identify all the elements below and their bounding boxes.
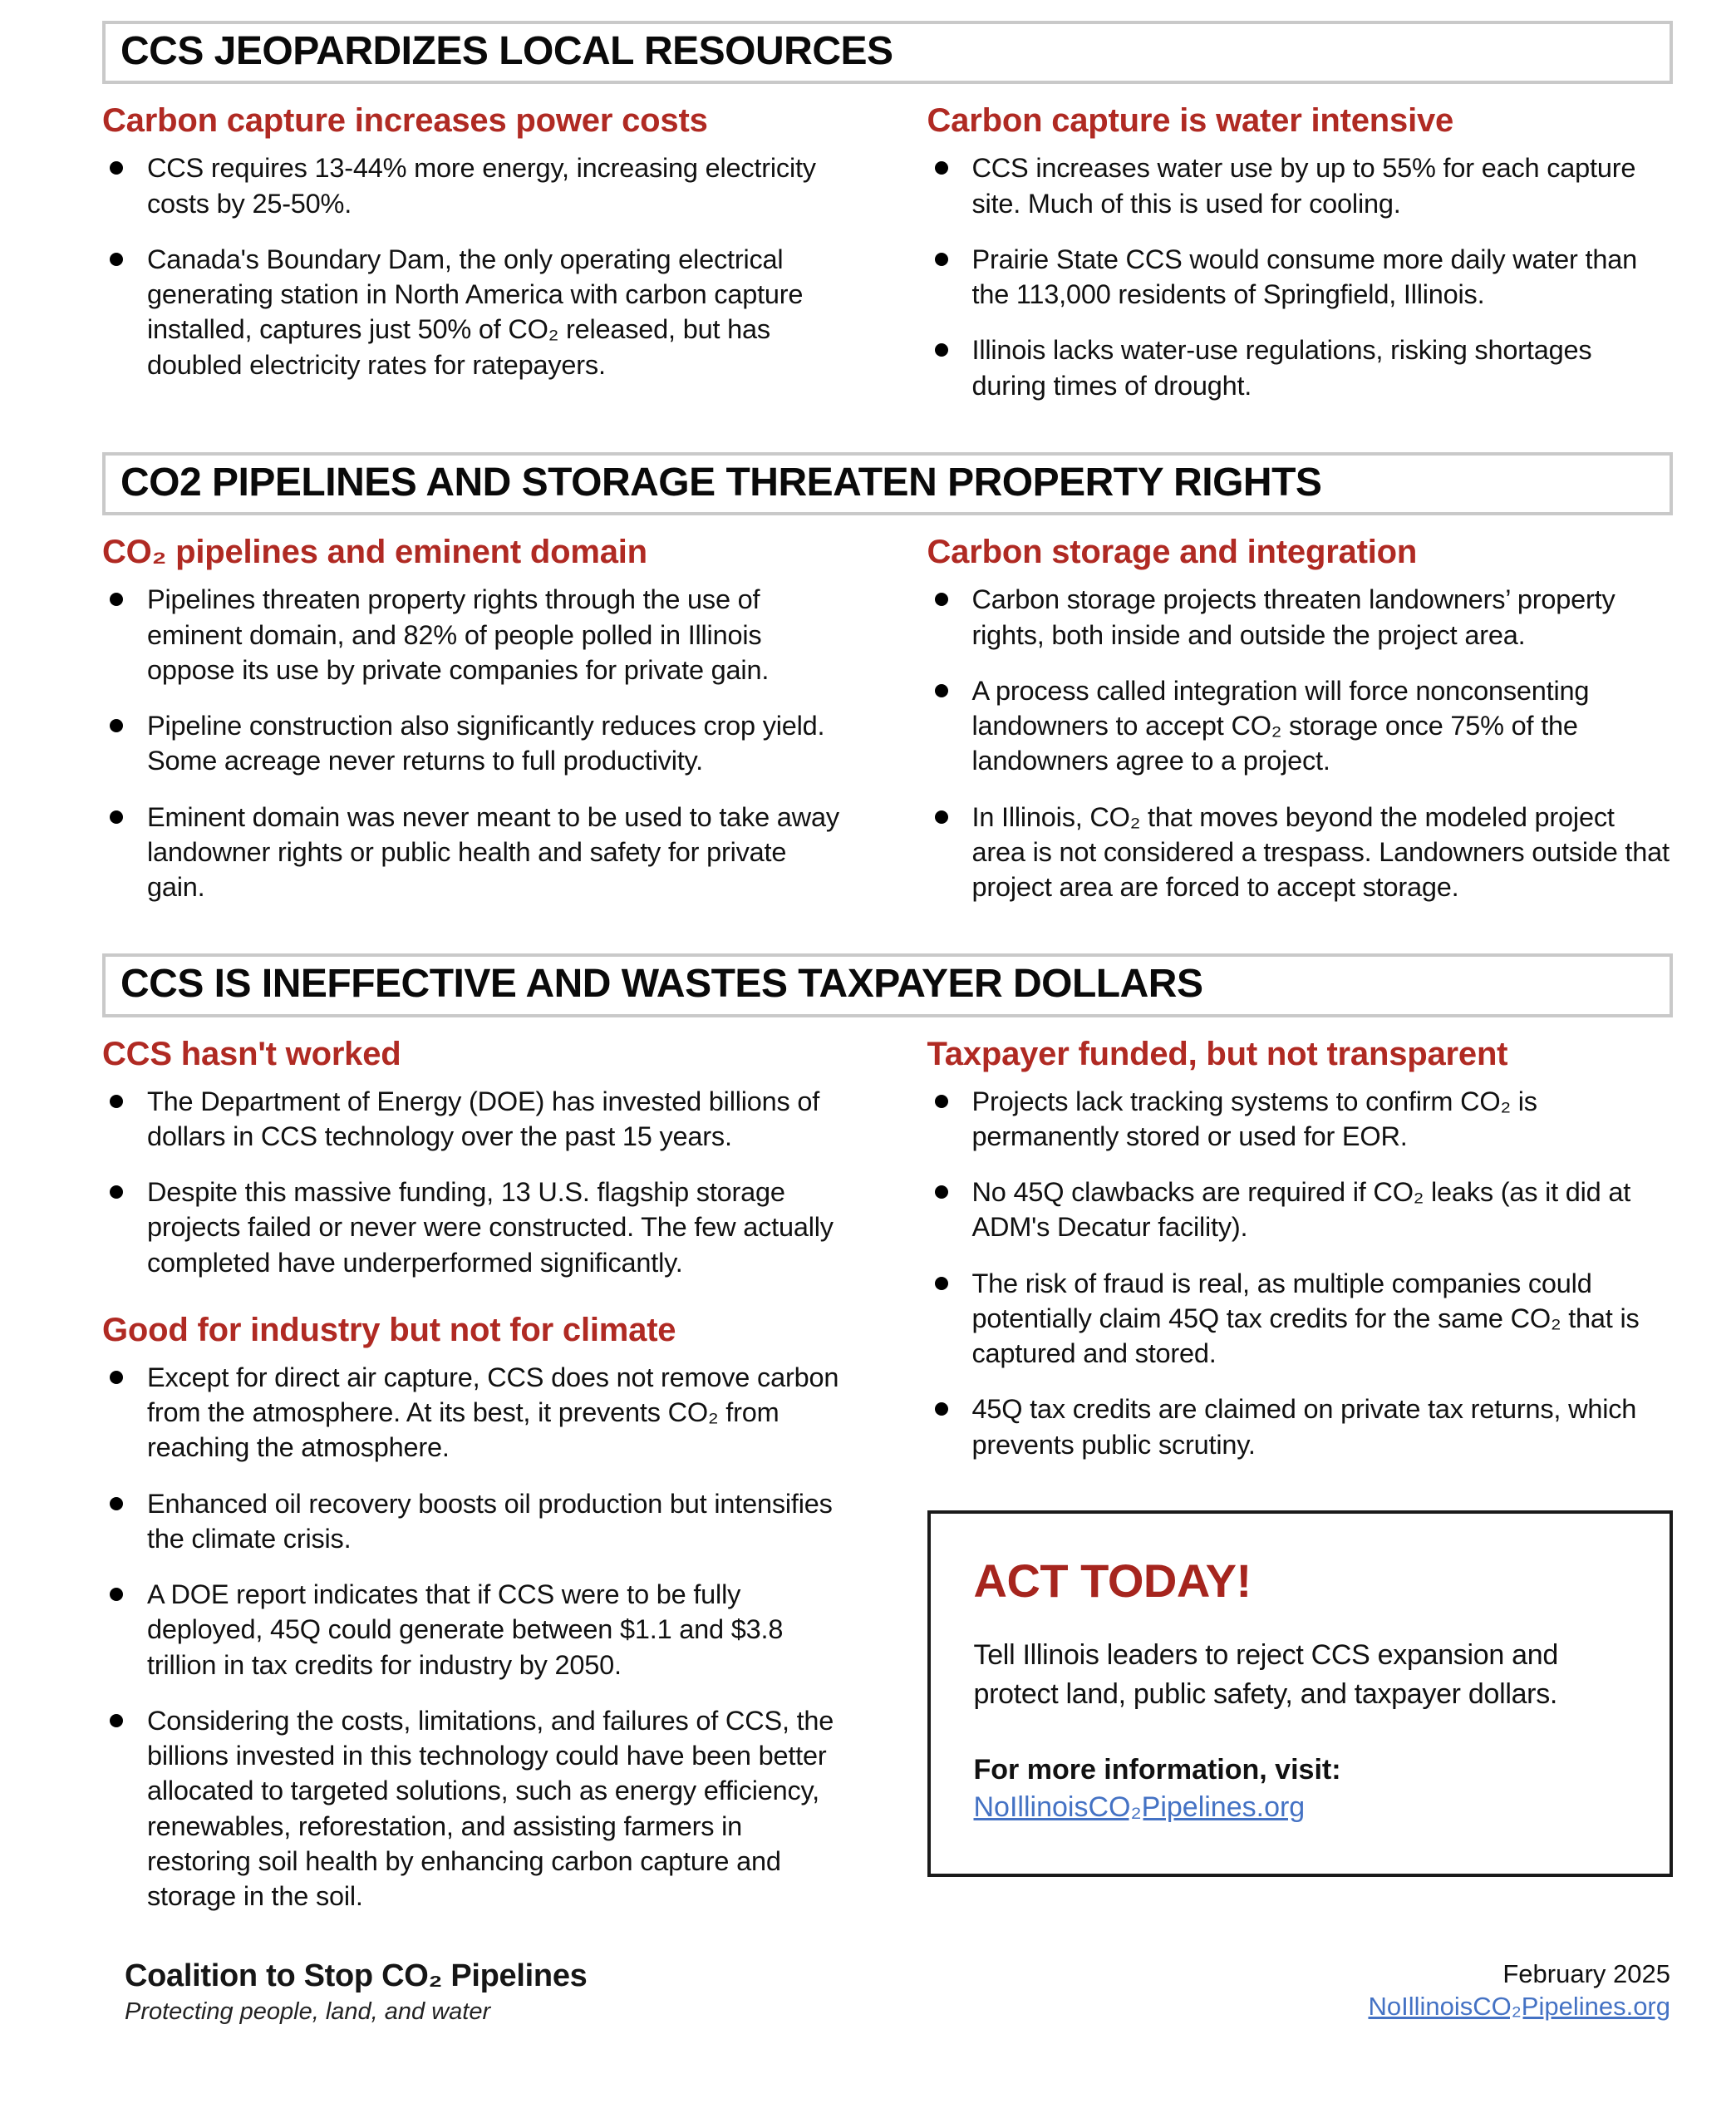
bullet-item: Eminent domain was never meant to be used to take away landowner rights or public health and safety for private gain. [102,800,848,905]
bullet-item: Canada's Boundary Dam, the only operating electrical generating station in North America with carbon capture installed, captures just 50% of CO₂ released, but has doubled electricity rates for ratepayers. [102,242,848,382]
act-today-box [927,1510,1674,1877]
topic-block [102,102,848,382]
bullet-list [102,1084,848,1280]
bullet-item: CCS increases water use by up to 55% for each capture site. Much of this is used for cooling. [927,150,1674,221]
section-columns [102,1036,1673,1935]
topic-block [927,1036,1674,1462]
section-columns [102,534,1673,925]
section-header: CO2 PIPELINES AND STORAGE THREATEN PROPERTY RIGHTS [120,460,1322,505]
bullet-item: Prairie State CCS would consume more daily water than the 113,000 residents of Springfield, Illinois. [927,242,1674,313]
column-heading: CCS hasn't worked [102,1035,401,1072]
column-heading: Carbon storage and integration [927,534,1418,571]
section-header: CCS JEOPARDIZES LOCAL RESOURCES [120,29,893,73]
bullet-list [927,150,1674,403]
column-right [927,534,1674,925]
footer-date: February 2025 [1502,1959,1670,1988]
footer-link[interactable]: NoIllinoisCO₂Pipelines.org [1368,1991,1670,2021]
section-columns [102,102,1673,424]
bullet-item: The risk of fraud is real, as multiple companies could potentially claim 45Q tax credits for the same CO₂ that is captured and stored. [927,1266,1674,1372]
column-heading: Carbon capture is water intensive [927,102,1454,140]
topic-block [927,534,1674,904]
bullet-list [927,1084,1674,1462]
section-header-box [102,21,1673,84]
bullet-item: Illinois lacks water-use regulations, risking shortages during times of drought. [927,332,1674,403]
topic-block [927,102,1674,403]
bullet-list [102,582,848,904]
section-taxpayer-dollars [102,953,1673,1934]
bullet-item: Enhanced oil recovery boosts oil production but intensifies the climate crisis. [102,1486,848,1557]
section-local-resources [102,21,1673,424]
bullet-item: A process called integration will force nonconsenting landowners to accept CO₂ storage once 75% of the landowners agree to a project. [927,673,1674,779]
bullet-list [102,150,848,382]
column-heading: Good for industry but not for climate [102,1311,676,1348]
bullet-item: CCS requires 13-44% more energy, increasing electricity costs by 25-50%. [102,150,848,221]
bullet-item: In Illinois, CO₂ that moves beyond the modeled project area is not considered a trespass. Landowners outside that project area are forced to accept storage. [927,800,1674,905]
org-name: Coalition to Stop CO₂ Pipelines [125,1958,588,1993]
column-left [102,534,848,925]
column-heading: CO₂ pipelines and eminent domain [102,534,647,571]
bullet-item: Projects lack tracking systems to confirm CO₂ is permanently stored or used for EOR. [927,1084,1674,1155]
bullet-item: 45Q tax credits are claimed on private tax returns, which prevents public scrutiny. [927,1392,1674,1462]
bullet-item: Carbon storage projects threaten landowners’ property rights, both inside and outside the project area. [927,582,1674,653]
bullet-item: The Department of Energy (DOE) has invested billions of dollars in CCS technology over the past 15 years. [102,1084,848,1155]
bullet-item: Considering the costs, limitations, and failures of CCS, the billions invested in this technology could have been better allocated to targeted solutions, such as energy efficiency, renewables, reforestation, and assisting farmers in restoring soil health by enhancing carbon capture and storage in the soil. [102,1703,848,1914]
act-today-link[interactable]: NoIllinoisCO₂Pipelines.org [973,1791,1306,1823]
column-heading: Carbon capture increases power costs [102,102,708,140]
act-today-title: ACT TODAY! [973,1554,1252,1607]
topic-block [102,1036,848,1280]
org-tagline: Protecting people, land, and water [125,1998,491,2025]
bullet-item: Pipelines threaten property rights through the use of eminent domain, and 82% of people polled in Illinois oppose its use by private companies for private gain. [102,582,848,687]
bullet-item: Despite this massive funding, 13 U.S. flagship storage projects failed or never were constructed. The few actually completed have underperformed significantly. [102,1175,848,1280]
bullet-item: No 45Q clawbacks are required if CO₂ leaks (as it did at ADM's Decatur facility). [927,1175,1674,1245]
bullet-item: Pipeline construction also significantly reduces crop yield. Some acreage never returns to full productivity. [102,708,848,779]
bullet-list [927,582,1674,904]
section-property-rights [102,452,1673,925]
footer [125,1958,1670,2026]
bullet-list [102,1360,848,1914]
bullet-item: Except for direct air capture, CCS does not remove carbon from the atmosphere. At its best, it prevents CO₂ from reaching the atmosphere. [102,1360,848,1465]
act-today-info-label: For more information, visit: [973,1753,1341,1786]
footer-brand [125,1958,588,2026]
section-header: CCS IS INEFFECTIVE AND WASTES TAXPAYER DOLLARS [120,962,1203,1007]
topic-block [102,1312,848,1914]
section-header-box [102,452,1673,515]
act-today-body: Tell Illinois leaders to reject CCS expansion and protect land, public safety, and taxpayer dollars. [973,1638,1558,1710]
column-heading: Taxpayer funded, but not transparent [927,1035,1508,1072]
footer-meta [1368,1958,1670,2023]
column-right [927,1036,1674,1877]
bullet-item: A DOE report indicates that if CCS were to be fully deployed, 45Q could generate between $1.1 and $3.8 trillion in tax credits for industry by 2050. [102,1577,848,1682]
column-left [102,1036,848,1935]
topic-block [102,534,848,904]
column-left [102,102,848,403]
column-right [927,102,1674,424]
section-header-box [102,953,1673,1017]
